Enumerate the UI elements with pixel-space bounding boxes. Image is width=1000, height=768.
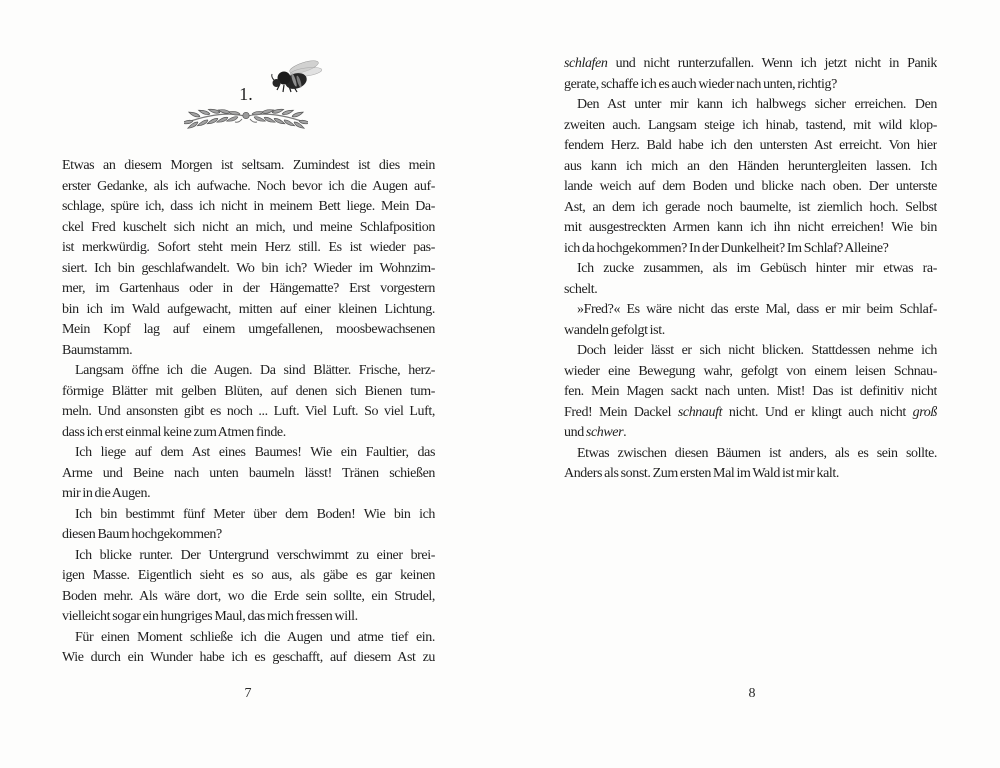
text-line: mit ausgestreckten Armen kann ich ihn nicht erreichen! Wie bin <box>564 220 937 235</box>
chapter-number: 1. <box>239 84 253 104</box>
page-number-right: 8 <box>748 686 756 701</box>
text-line: Für einen Moment schließe ich die Augen und atme tief ein. <box>75 629 435 645</box>
text-line: ist merkwürdig. Sofort steht mein Herz still. Es ist wieder pas- <box>62 240 435 255</box>
text-line: diesen Baum hochgekommen? <box>62 527 222 542</box>
text-line: Den Ast unter mir kann ich halbwegs sicher erreichen. Den <box>577 97 937 112</box>
text-line: Doch leider lässt er sich nicht blicken. Stattdessen nehme ich <box>577 343 937 358</box>
text-line: Ich liege auf dem Ast eines Baumes! Wie ein Faultier, das <box>75 445 435 460</box>
text-line: lande weich auf dem Boden und blicke nach oben. Der unterste <box>564 179 937 194</box>
text-line: Ich zucke zusammen, als im Gebüsch hinter mir etwas ra- <box>577 261 937 276</box>
text-line: Mein Kopf lag auf einem umgefallenen, moosbewachsenen <box>62 322 435 337</box>
page-number-left: 7 <box>244 686 252 701</box>
text-line: siert. Ich bin geschlafwandelt. Wo bin ich? Wieder im Wohnzim- <box>62 260 435 276</box>
text-line: fen. Mein Magen sackt nach unten. Mist! Das ist definitiv nicht <box>564 384 937 399</box>
text-line: Arme und Beine nach unten baumeln lässt! Tränen schießen <box>62 465 435 481</box>
text-line: wandeln gefolgt ist. <box>564 322 665 338</box>
text-line: gerate, schaffe ich es auch wieder nach unten, richtig? <box>564 76 837 92</box>
text-line: dass ich erst einmal keine zum Atmen finde. <box>62 424 286 440</box>
text-line: Ich bin bestimmt fünf Meter über dem Boden! Wie bin ich <box>75 506 435 522</box>
text-line: Ast, an dem ich gerade noch baumelte, ist ziemlich hoch. Selbst <box>564 199 937 215</box>
text-line: und schwer. <box>564 425 627 440</box>
text-line: Anders als sonst. Zum ersten Mal im Wald ist mir kalt. <box>564 466 839 481</box>
text-line: schlage, spüre ich, dass ich nicht in meinem Bett liege. Mein Da- <box>62 199 435 214</box>
text-line: erster Gedanke, als ich aufwache. Noch bevor ich die Augen auf- <box>62 178 435 194</box>
text-line: Wie durch ein Wunder habe ich es geschafft, auf diesem Ast zu <box>62 650 435 665</box>
text-line: wieder eine Bewegung wahr, gefolgt von einem leisen Schnau- <box>564 363 937 379</box>
text-line: bin ich im Wald aufgewacht, mitten auf einer kleinen Lichtung. <box>62 301 435 317</box>
laurel-ornament-icon <box>184 103 308 133</box>
text-line: Langsam öffne ich die Augen. Da sind Blätter. Frische, herz- <box>75 363 435 378</box>
text-line: igen Masse. Eigentlich sieht es so aus, als gäbe es gar keinen <box>62 568 435 583</box>
text-line: »Fred?« Es wäre nicht das erste Mal, dass er mir beim Schlaf- <box>577 302 937 317</box>
text-line: ich da hochgekommen? In der Dunkelheit? Im Schlaf? Alleine? <box>564 240 889 256</box>
text-line: meln. Und ansonsten gibt es noch ... Luft. Viel Luft. So viel Luft, <box>62 404 435 419</box>
text-line: schlafen und nicht runterzufallen. Wenn ich jetzt nicht in Panik <box>564 56 937 71</box>
text-line: ckel Fred kuschelt sich nicht an mich, und meine Schlafposition <box>62 219 435 235</box>
text-line: mir in die Augen. <box>62 486 151 501</box>
text-line: förmige Blätter mit gelben Blüten, auf denen sich Bienen tum- <box>62 383 435 399</box>
text-line: fendem Herz. Bald habe ich den untersten Ast erreicht. Von hier <box>564 138 937 153</box>
text-line: vielleicht sogar ein hungriges Maul, das mich fressen will. <box>62 609 358 624</box>
text-line: mer, im Gartenhaus oder in der Hängematte? Erst vorgestern <box>62 281 435 296</box>
text-line: Baumstamm. <box>62 342 133 358</box>
text-line: Etwas zwischen diesen Bäumen ist anders, als es sein sollte. <box>577 445 937 461</box>
text-line: Ich blicke runter. Der Untergrund verschwimmt zu einer brei- <box>75 547 435 563</box>
text-line: Boden mehr. Als wäre dort, wo die Erde sein sollte, ein Strudel, <box>62 588 435 604</box>
text-line: Etwas an diesem Morgen ist seltsam. Zumindest ist dies mein <box>62 158 435 173</box>
text-line: Fred! Mein Dackel schnauft nicht. Und er klingt auch nicht groß <box>564 404 937 420</box>
right-page-text <box>564 54 937 485</box>
text-line: aus kann ich mich an den Händen heruntergleiten lassen. Ich <box>564 158 937 174</box>
left-page-text <box>62 156 435 669</box>
text-line: schelt. <box>564 281 598 297</box>
text-line: zweiten auch. Langsam steige ich hinab, tastend, mit wild klop- <box>564 117 937 133</box>
